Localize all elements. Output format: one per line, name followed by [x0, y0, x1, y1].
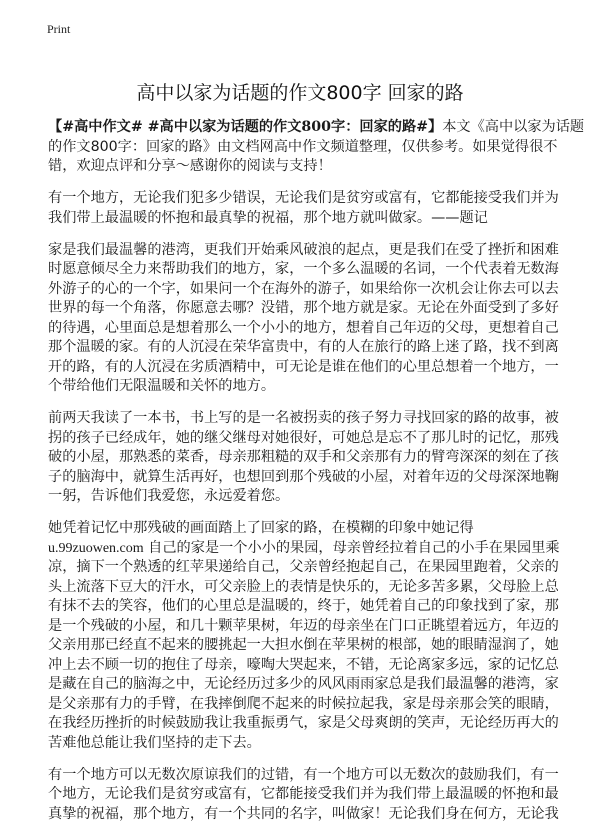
paragraph-line: 有抹不去的笑容，他们的心里总是温暖的，终于，她凭着自己的印象找到了家，那 [48, 598, 559, 614]
paragraph-line: 在我经历挫折的时候鼓励我让我重振勇气，家是父母爽朗的笑声，无论经历再大的 [48, 715, 559, 731]
paragraph-2 [48, 241, 588, 397]
page-title: 高中以家为话题的作文800字 回家的路 [136, 82, 464, 104]
paragraph-line: 是藏在自己的脑海之中，无论经历过多少的风风雨雨家总是我们最温馨的港湾，家 [48, 676, 559, 692]
paragraph-4 [48, 519, 588, 753]
paragraph-line: 凉，摘下一个熟透的红苹果递给自己，父亲曾经抱起自己，在果园里跑着，父亲的 [48, 559, 559, 575]
paragraph-line-with-url [48, 539, 588, 559]
paragraph-line: 拐的孩子已经成年，她的继父继母对她很好，可她总是忘不了那儿时的记忆，那残 [48, 429, 559, 446]
paragraph-line: 父亲用那已经直不起来的腰挑起一大担水倒在苹果树的根部，她的眼睛湿润了，她 [48, 637, 559, 653]
paragraph-line: 个带给他们无限温暖和关怀的地方。 [48, 378, 276, 394]
watermark-url: u.99zuowen.com [48, 540, 144, 556]
paragraph-3 [48, 409, 588, 507]
paragraph-line: 冲上去不顾一切的抱住了母亲，嚎啕大哭起来，不错，无论离家多远，家的记忆总 [48, 656, 559, 673]
paragraph-line: 外游子的心的一个字，如果问一个在海外的游子，如果给你一次机会让你去可以去 [48, 280, 559, 297]
paragraph-line: 时愿意倾尽全力来帮助我们的地方，家，一个多么温暖的名词，一个代表着无数海 [48, 261, 559, 277]
paragraph-line: 真挚的祝福，那个地方，有一个共同的名字，叫做家！无论我们身在何方，无论我 [48, 805, 559, 822]
print-label: Print [47, 22, 71, 36]
intro-tag: 【#高中作文# #高中以家为话题的作文800字：回家的路#】 [48, 119, 443, 135]
paragraph-line: 是父亲那有力的手臂，在我摔倒爬不起来的时候拉起我，家是母亲那会笑的眼睛， [48, 695, 559, 712]
intro-line-2: 的作文800字：回家的路》由文档网高中作文频道整理，仅供参考。如果觉得很不 [48, 138, 558, 155]
paragraph-line: 个地方，无论我们是贫穷或富有，它都能接受我们并为我们带上最温暖的怀抱和最 [48, 786, 559, 802]
paragraph-line: 是一个残破的小屋，和几十颗苹果树，年迈的母亲坐在门口正眺望着远方，年迈的 [48, 617, 559, 634]
paragraph-line: 的待遇，心里面总是想着那么一个小小的地方，想着自己年迈的父母，更想着自己 [48, 319, 559, 336]
paragraph-line: 家是我们最温馨的港湾，更我们开始乘风破浪的起点，更是我们在受了挫折和困难 [48, 241, 559, 258]
paragraph-line: 她凭着记忆中那残破的画面踏上了回家的路，在模糊的印象中她记得 [48, 520, 474, 536]
intro-line-1-rest: 本文《高中以家为话题 [442, 119, 585, 135]
paragraph-line: 我们带上最温暖的怀抱和最真挚的祝福，那个地方就叫做家。——题记 [48, 209, 488, 226]
paragraph-5 [48, 766, 588, 825]
paragraph-line: 头上流落下豆大的汗水，可父亲脸上的表情是快乐的，无论多苦多累，父母脸上总 [48, 578, 559, 595]
paragraph-line-text: 自己的家是一个小小的果园，母亲曾经拉着自己的小手在果园里乘 [148, 539, 560, 556]
paragraph-line: 有一个地方可以无数次原谅我们的过错，有一个地方可以无数次的鼓励我们，有一 [48, 766, 559, 783]
paragraph-line: 子的脑海中，就算生活再好，也想回到那个残破的小屋，对着年迈的父母深深地鞠 [48, 468, 559, 485]
paragraph-line: 苦难他总能让我们坚持的走下去。 [48, 734, 261, 751]
paragraph-line: 一躬，告诉他们我爱您，永远爱着您。 [48, 488, 290, 504]
intro-paragraph [48, 118, 588, 177]
paragraph-line: 开的路，有的人沉浸在劣质酒精中，可无论是谁在他们的心里总想着一个地方，一 [48, 358, 559, 375]
paragraph-line: 世界的每一个角落，你愿意去哪？没错，那个地方就是家。无论在外面受到了多好 [48, 300, 559, 316]
paragraph-line: 有一个地方，无论我们犯多少错误，无论我们是贫穷或富有，它都能接受我们并为 [48, 190, 559, 206]
paragraph-line: 前两天我读了一本书，书上写的是一名被拐卖的孩子努力寻找回家的路的故事，被 [48, 410, 559, 426]
intro-line-1 [48, 118, 588, 138]
intro-line-3: 错，欢迎点评和分享～感谢你的阅读与支持！ [48, 158, 332, 174]
paragraph-epigraph [48, 189, 588, 228]
paragraph-line: 那个温暖的家。有的人沉浸在荣华富贵中，有的人在旅行的路上迷了路，找不到离 [48, 339, 559, 355]
paragraph-line: 破的小屋，那熟悉的菜香，母亲那粗糙的双手和父亲那有力的臂弯深深的刻在了孩 [48, 449, 559, 465]
article-body [48, 118, 588, 837]
